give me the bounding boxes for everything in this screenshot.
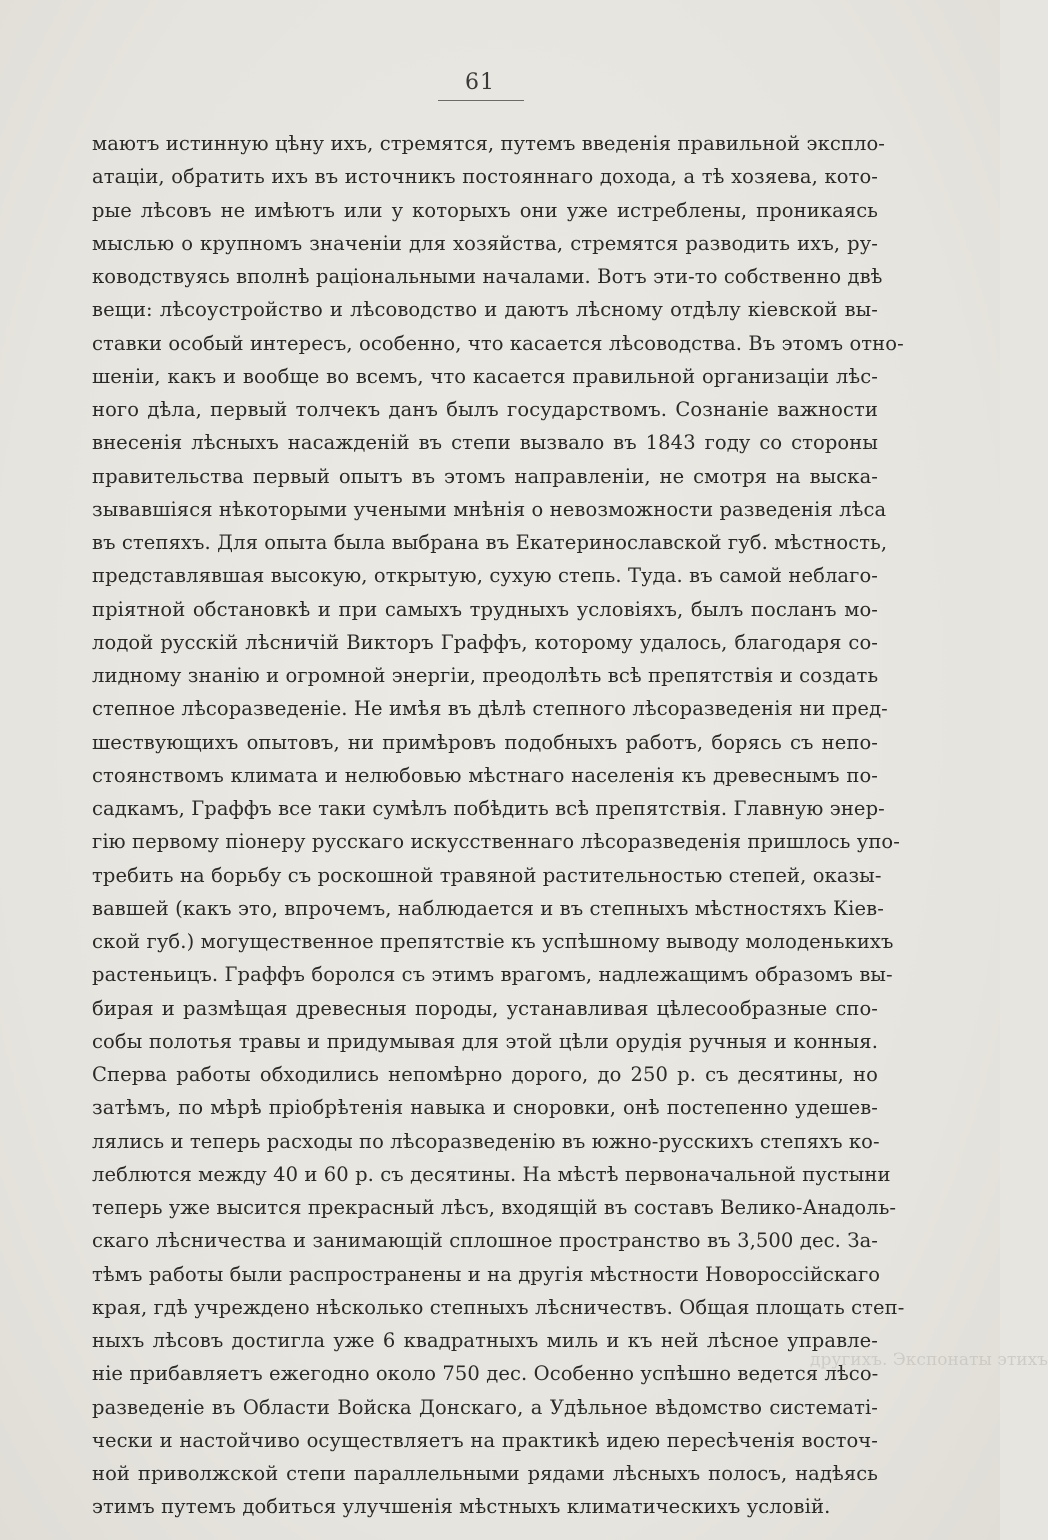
text-line: ной приволжской степи параллельными рядами лѣсныхъ полосъ, надѣясь bbox=[92, 1462, 878, 1485]
text-line: представлявшая высокую, открытую, сухую степь. Туда. въ самой неблаго- bbox=[92, 564, 878, 588]
text-line: бирая и размѣщая древесныя породы, устанавливая цѣлесообразные спо- bbox=[92, 996, 878, 1020]
text-line: зывавшіяся нѣкоторыми учеными мнѣнія о невозможности разведенія лѣса bbox=[92, 497, 887, 521]
text-line: пріятной обстановкѣ и при самыхъ трудныхъ условіяхъ, былъ посланъ мо- bbox=[92, 597, 878, 621]
text-line: затѣмъ, по мѣрѣ пріобрѣтенія навыка и сноровки, онѣ постепенно удешев- bbox=[92, 1096, 878, 1120]
text-line: чески и настойчиво осуществляетъ на практикѣ идею пересѣченія восточ- bbox=[92, 1428, 878, 1452]
text-line: стоянствомъ климата и нелюбовью мѣстнаго населенія къ древеснымъ по- bbox=[92, 763, 878, 787]
text-line: ководствуясь вполнѣ раціональными началами. Вотъ эти-то собственно двѣ bbox=[92, 265, 883, 288]
text-line: въ степяхъ. Для опыта была выбрана въ Екатеринославской губ. мѣстность, bbox=[92, 531, 888, 554]
text-line: ніе прибавляетъ ежегодно около 750 дес. Особенно успѣшно ведется лѣсо- bbox=[92, 1362, 879, 1386]
text-line: правительства первый опытъ въ этомъ направленіи, не смотря на выска- bbox=[92, 464, 878, 488]
text-line: вещи: лѣсоустройство и лѣсоводство и даютъ лѣсному отдѣлу кіевской вы- bbox=[92, 298, 878, 322]
text-line: шеніи, какъ и вообще во всемъ, что касается правильной организаціи лѣс- bbox=[92, 364, 878, 388]
text-line: рые лѣсовъ не имѣютъ или у которыхъ они уже истреблены, проникаясь bbox=[92, 198, 878, 222]
text-line: Сперва работы обходились непомѣрно дорого, до 250 р. съ десятины, но bbox=[92, 1063, 878, 1086]
text-line: лидному знанію и огромной энергіи, преодолѣть всѣ препятствія и создать bbox=[92, 664, 879, 687]
text-line: теперь уже высится прекрасный лѣсъ, входящій въ составъ Велико-Анадоль- bbox=[92, 1196, 897, 1219]
text-line: шествующихъ опытовъ, ни примѣровъ подобныхъ работъ, борясь съ непо- bbox=[92, 730, 878, 754]
text-line: лялись и теперь расходы по лѣсоразведенію въ южно-русскихъ степяхъ ко- bbox=[92, 1129, 880, 1153]
page-number: 61 bbox=[465, 70, 495, 95]
header-rule bbox=[438, 100, 524, 101]
text-line: этимъ путемъ добиться улучшенія мѣстныхъ климатическихъ условій. bbox=[92, 1495, 831, 1519]
text-line: маютъ истинную цѣну ихъ, стремятся, путемъ введенія правильной экспло- bbox=[92, 132, 885, 155]
text-line: растеньицъ. Граффъ боролся съ этимъ врагомъ, надлежащимъ образомъ вы- bbox=[92, 963, 893, 987]
text-line: ныхъ лѣсовъ достигла уже 6 квадратныхъ миль и къ ней лѣсное управле- bbox=[92, 1329, 878, 1352]
text-line: гію первому піонеру русскаго искусственнаго лѣсоразведенія пришлось упо- bbox=[92, 830, 900, 854]
body-text bbox=[92, 127, 905, 1524]
text-line: внесенія лѣсныхъ насажденій въ степи вызвало въ 1843 году со стороны bbox=[92, 431, 878, 455]
text-line: степное лѣсоразведеніе. Не имѣя въ дѣлѣ степного лѣсоразведенія ни пред- bbox=[92, 697, 888, 721]
text-line: лодой русскій лѣсничій Викторъ Граффъ, которому удалось, благодаря со- bbox=[92, 630, 878, 654]
text-line: ставки особый интересъ, особенно, что касается лѣсоводства. Въ этомъ отно- bbox=[92, 331, 904, 355]
text-line: леблются между 40 и 60 р. съ десятины. На мѣстѣ первоначальной пустыни bbox=[92, 1162, 891, 1186]
text-line: скаго лѣсничества и занимающій сплошное пространство въ 3,500 дес. За- bbox=[92, 1229, 878, 1253]
text-line: требить на борьбу съ роскошной травяной растительностью степей, оказы- bbox=[92, 863, 882, 887]
text-line: ного дѣла, первый толчекъ данъ былъ государствомъ. Сознаніе важности bbox=[92, 398, 878, 421]
text-line: края, гдѣ учреждено нѣсколько степныхъ лѣсничествъ. Общая площать степ- bbox=[92, 1295, 905, 1319]
text-line: садкамъ, Граффъ все таки сумѣлъ побѣдить всѣ препятствія. Главную энер- bbox=[92, 797, 885, 820]
text-line: вавшей (какъ это, впрочемъ, наблюдается и въ степныхъ мѣстностяхъ Кіев- bbox=[92, 896, 884, 920]
bleed-through-text: другихъ. Экспонаты этихъ bbox=[810, 1350, 1048, 1370]
text-line: атаціи, обратить ихъ въ источникъ постояннаго дохода, а тѣ хозяева, кото- bbox=[92, 165, 878, 189]
text-line: тѣмъ работы были распространены и на другія мѣстности Новороссійскаго bbox=[92, 1262, 881, 1286]
text-line: ской губ.) могущественное препятствіе къ успѣшному выводу молоденькихъ bbox=[92, 930, 894, 953]
text-line: собы полотья травы и придумывая для этой цѣли орудія ручныя и конныя. bbox=[92, 1029, 878, 1053]
text-line: разведеніе въ Области Войска Донскаго, а Удѣльное вѣдомство систематі- bbox=[92, 1395, 878, 1419]
text-line: мыслью о крупномъ значеніи для хозяйства, стремятся разводить ихъ, ру- bbox=[92, 231, 878, 255]
